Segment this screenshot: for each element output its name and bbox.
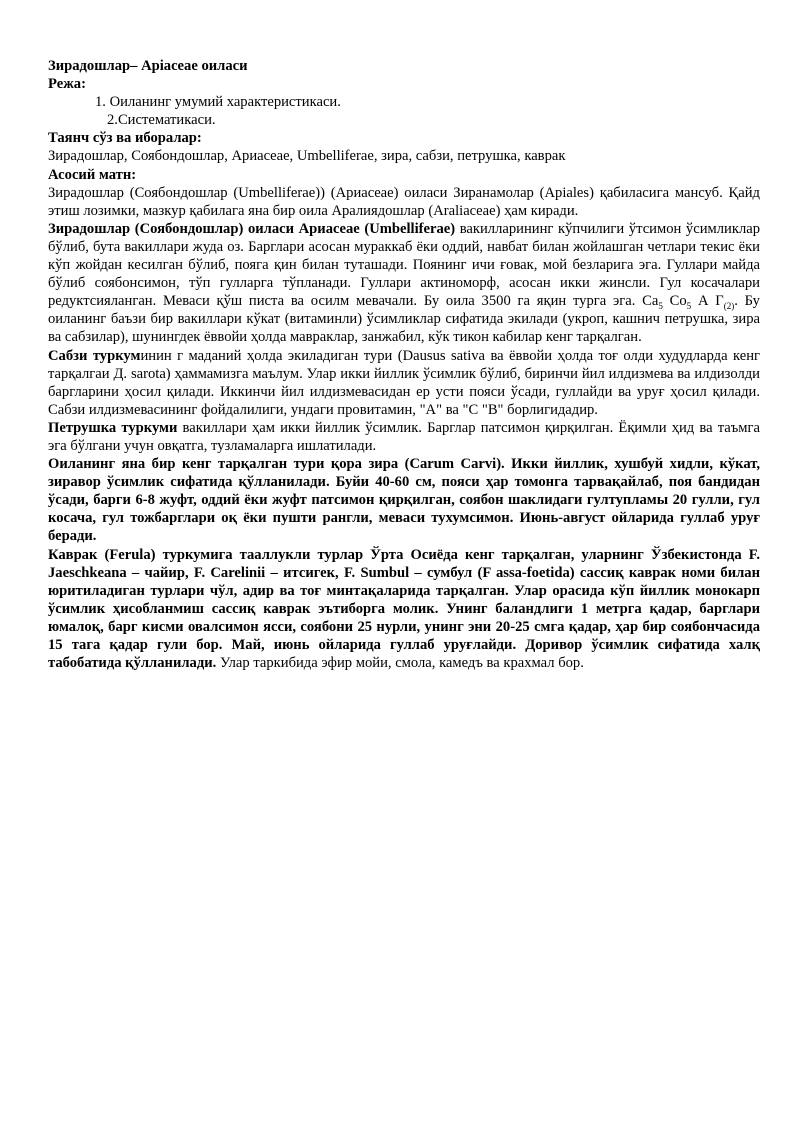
keywords-heading: Таянч сўз ва иборалар: <box>48 130 202 147</box>
parsley-text: вакиллари ҳам икки йиллик ўсимлик. Барглар патсимон қирқилган. Ёқимли ҳид ва таъмга эга бўлгани учун овқатга, тузламаларга ишлатилади. <box>48 419 760 454</box>
family-lead: Зирадошлар (Соябондошлар) оиласи Apиaceae (Umbelliferae) <box>48 220 456 237</box>
intro-paragraph: Зирадошлар (Соябондошлар (Umbelliferae)) (Apиaceae) оиласи Зиранамолар (Apiales) қабиласига мансуб. Қайд этиш лозимки, мазкур қабилага яна бир оила Аралиядошлар (Araliaceae) ҳам киради. <box>48 184 760 219</box>
plan-heading: Режа: <box>48 76 86 93</box>
parsley-paragraph <box>48 419 760 455</box>
family-text-continued: . Бу оиланинг баъзи бир вакиллари кўкат (витаминли) ўсимликлар сифатида экилади (укроп, кашнич петрушка, зира ва сабзилар), шунингдек ёввойи ҳолда мавраклар, занжабил, кўк тикон кабилар кенг тарқалган. <box>48 293 760 346</box>
document-title: Зирадошлар– Apiaceae оиласи <box>48 58 248 74</box>
main-heading: Асосий матн: <box>48 166 137 183</box>
carrot-lead: Сабзи туркум <box>48 347 141 364</box>
plan-item: 1. Оиланинг умумий характеристикаси. <box>95 94 341 111</box>
parsley-lead: Петрушка туркуми <box>48 419 178 436</box>
family-paragraph: Зирадошлар (Соябондошлар) оиласи Apиaceae (Umbelliferae) вакилларининг кўпчилиги ўтсимон ўсимликлар бўлиб, бута вакиллари жуда оз. Барглари асосан мураккаб ёки оддий, навбат билан жойлашган четлари текис ёки кўп жойдан кесилган бўлиб, пояга қин билан туташади. Поянинг ичи ғовак, мой безларига эга. Гуллари майда бўлиб соябонсимон, тўп гулларга тўпланади. Гуллари актиноморф, асосан икки жинсли. Гул косачалари редуктсияланган. Меваси қўш писта ва осилм мевачали. Бу оила 3500 га яқин турга эга. $Са_5$ $Со_5$ А $Г_{(2)}$. Бу оиланинг баъзи бир вакиллари кўкат (витаминли) ўсимликлар сифатида экилади (укроп, кашнич петрушка, зира ва сабзилар), шунингдек ёввойи ҳолда мавраклар, занжабил, кўк тикон кабилар кенг тарқалган. <box>48 220 760 346</box>
family-text: вакилларининг кўпчилиги ўтсимон ўсимликлар бўлиб, бута вакиллари жуда оз. Барглари асосан мураккаб ёки оддий, навбат билан жойлашган четлари текис ёки кўп жойдан кесилган бўлиб, пояга қин билан туташади. Поянинг ичи ғовак, мой безларига эга. Гуллари майда бўлиб соябонсимон, тўп гулларга тўпланади. Гуллари актиноморф, асосан икки жинсли. Гул косачалари редуктсияланган. Меваси қўш писта ва осилм мевачали. Бу оила 3500 га яқин турга эга. Са <box>48 220 760 310</box>
caraway-paragraph: Оиланинг яна бир кенг тарқалган тури қора зира (Carum Carvi). Икки йиллик, хушбуй хидли, кўкат, зиравор ўсимлик сифатида қўлланилади. Буйи 40-60 см, пояси ҳар томонга тарвақайлаб, поя бандидан ўсади, барги 6-8 жуфт, оддий ёки жуфт патсимон қирқилган, соябон шаклидаги гултупламы 20 гулли, гул косача, гул тожбарглари оқ ёки пушти рангли, меваси тухумсимон. Июнь-август ойларида гуллаб уруғ беради. <box>48 456 760 545</box>
carrot-text: инин г маданий ҳолда экиладиган тури (Dausus sativa ва ёввойи ҳолда тоғ олди худудларда кенг тарқалгаи Д. sarota) ҳаммамизга маълум. Улар икки йиллик ўсимлик бўлиб, биринчи йил илдизмева ва илдизолди баргларини ҳосил қилади. Иккинчи йил илдизмевасидан ер усти пояси ўсади, гуллайди ва уруғ ҳосил қилади. Сабзи илдизмевасининг фойдалилиги, ундаги провитамин, "А" ва "С "В" борлигидадир. <box>48 347 760 418</box>
ferula-paragraph <box>48 546 760 673</box>
plan-item: 2.Систематикаси. <box>107 112 216 129</box>
carrot-paragraph <box>48 347 760 419</box>
ferula-text: Улар таркибида эфир мойи, смола, камедъ ва крахмал бор. <box>216 655 584 672</box>
document-page <box>48 57 760 672</box>
keywords-text: Зирадошлар, Соябондошлар, Apиaceae, Umbelliferae, зира, сабзи, петрушка, каврак <box>48 148 566 165</box>
plan-list <box>48 93 760 129</box>
ferula-bold-text: Каврак (Ferula) туркумига тааллукли турлар Ўрта Осиёда кенг тарқалган, уларнинг Ўзбекистонда F. Jaeschkeana – чайир, F. Carelinii – итсигек, F. Sumbul – сумбул (F assa-foetida) сассиқ каврак номи билан юритиладиган турлари чўл, адир ва тоғ минтақаларида тарқалган. Улар орасида кўп йиллик монокарп ўсимлик ҳисобланмиш сассиқ каврак эътиборга молик. Унинг баландлиги 1 метрга қадар, барглари юмалоқ, барг кисми овалсимон ясси, соябони 25 нурли, унинг эни 20-25 смга қадар, ҳар бир соябончасида 15 тага қадар гули бор. Май, июнь ойларида гуллаб уруғлайди. Доривор ўсимлик сифатида халқ табобатида қўлланилади. <box>48 546 760 672</box>
